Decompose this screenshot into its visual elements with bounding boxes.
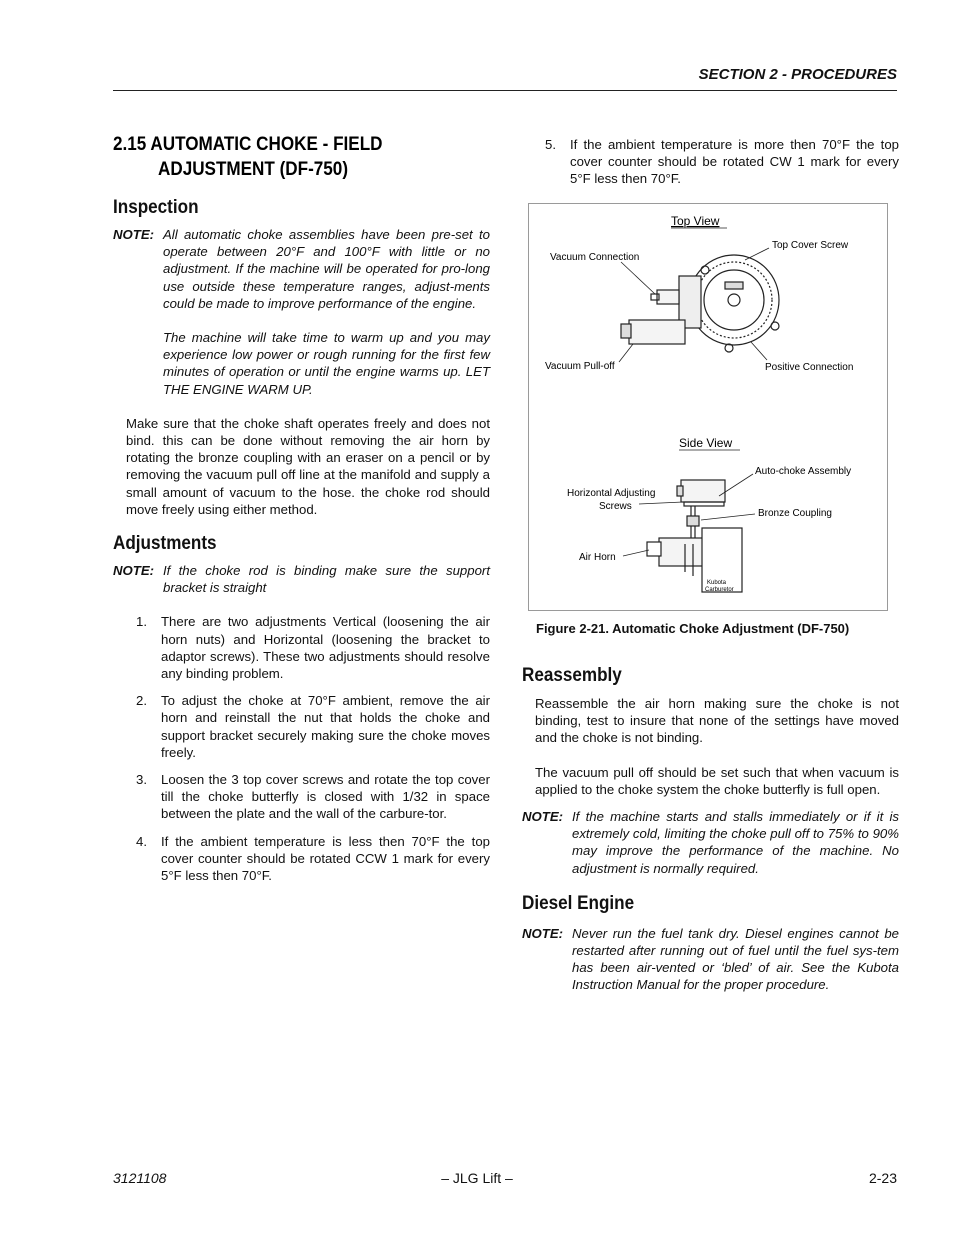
note-label: NOTE: [113,227,155,242]
leader [619,344,633,362]
step-number: 2. [136,693,147,709]
inspection-heading: Inspection [113,197,199,218]
vacuum-port [657,290,679,304]
top-view-label: Top View [671,214,720,228]
adjustments-note [113,562,490,596]
leader [751,342,767,360]
step-text: If the ambient temperature is more then 70°F the top cover counter should be rotated CW 1 mark for every 5°F less then 70°F. [570,137,899,187]
air-horn-inlet [647,542,661,556]
top-view-drawing [621,255,779,352]
leader [639,502,683,504]
list-item [113,613,490,682]
leader [701,514,755,520]
diesel-heading: Diesel Engine [522,892,635,914]
reassembly-p1: Reassemble the air horn making sure the choke is not binding, test to insure that none of the settings have moved and the choke is not binding. [535,696,899,746]
reassembly-note [522,808,899,877]
reassembly-heading: Reassembly [522,665,622,686]
cover-tag [725,282,743,289]
step-number: 1. [136,614,147,630]
label-kubota-2: Carburetor [705,587,734,593]
screw-1 [701,266,709,274]
label-vacuum-pull-off: Vacuum Pull-off [545,361,615,372]
step-text: To adjust the choke at 70°F ambient, remove the air horn and reinstall the nut that holds the choke and support bracket securely making sure the choke moves freely. [161,693,490,760]
footer-page-number: 2-23 [868,1170,897,1186]
pulloff-body [629,320,685,344]
list-item [113,771,490,823]
pulloff-end [621,324,631,338]
right-column-lower [522,665,899,994]
side-view-drawing [647,480,742,592]
adjustments-note-text: If the choke rod is binding make sure the support bracket is straight [163,563,490,596]
choke-figure [528,203,888,611]
leader [745,248,769,260]
note-label: NOTE: [522,809,564,825]
diesel-note-text: Never run the fuel tank dry. Diesel engines cannot be restarted after running out of fuel until the fuel sys-tem has been air-vented or ‘bled’ of air. See the Kubota Instruction Manual for the proper procedure. [572,925,899,993]
list-item [113,692,490,761]
adjustments-heading: Adjustments [113,533,217,555]
section-title: SECTION 2 - PROCEDURES [698,66,897,83]
note-label: NOTE: [113,563,155,579]
footer-doc-number: 3121108 [113,1170,167,1186]
footer-center: – JLG Lift – [441,1170,513,1186]
label-positive-connection: Positive Connection [765,362,854,373]
step-number: 3. [136,772,147,788]
choke-diagram [529,204,887,610]
inspection-body: Make sure that the choke shaft operates freely and does not bind. this can be done without removing the air horn by rotating the bronze coupling with an eraser on a pencil or by removing the vacuum pull off line at the manifold and supply a small amount of vacuum to the hose. the choke rod should move freely using either method. [126,415,490,517]
label-top-cover-screw: Top Cover Screw [772,240,849,251]
label-horizontal-adjusting-2: Screws [599,501,632,512]
inspection-note-p1: All automatic choke assemblies have been pre-set to operate between 20°F and 100°F with little or no adjustment. If the machine will be operated for pro-long use outside these temperature ranges, adjust-ments could be made to improve performance of the engine. [163,227,490,311]
step-number: 5. [545,137,556,152]
diesel-note [522,925,899,994]
label-bronze-coupling: Bronze Coupling [758,508,832,519]
inspection-note [113,226,490,398]
label-auto-choke-assembly: Auto-choke Assembly [755,466,852,477]
right-column [522,136,899,188]
step-text: Loosen the 3 top cover screws and rotate the top cover till the choke butterfly is closed with 1/32 in space between the plate and the wall of the carbure-tor. [161,772,490,822]
label-air-horn: Air Horn [579,552,616,563]
page-header [113,66,897,91]
list-item [113,833,490,885]
procedure-title-line1: 2.15 AUTOMATIC CHOKE - FIELD [113,134,383,155]
reassembly-note-text: If the machine starts and stalls immediately or if it is extremely cold, limiting the choke pull off to 75% to 90% may improve the performance of the machine. No adjustment is normally required. [572,809,899,876]
figure-caption: Figure 2-21. Automatic Choke Adjustment (DF-750) [536,621,850,636]
auto-choke-body [681,480,725,502]
cover-center [728,294,740,306]
step-text: There are two adjustments Vertical (loosening the air horn nuts) and Horizontal (loosening the bracket to adaptor screws). These two adjustments should resolve any binding problem. [161,614,490,682]
auto-choke-side [677,486,683,496]
reassembly-p2: The vacuum pull off should be set such that when vacuum is applied to the choke system the choke butterfly is full open. [535,764,899,797]
label-kubota-1: Kubota [707,580,727,586]
leader [623,550,649,556]
coupling [687,516,699,526]
note-label: NOTE: [522,925,564,941]
bracket [684,502,724,506]
label-horizontal-adjusting-1: Horizontal Adjusting [567,488,656,499]
screw-2 [771,322,779,330]
steps-list-continued [522,136,899,188]
side-view-label: Side View [679,436,733,450]
left-column [113,132,490,884]
procedure-title-line2: ADJUSTMENT (DF-750) [158,159,349,180]
step-text: If the ambient temperature is less then 70°F the top cover counter should be rotated CCW 1 mark for every 5°F less then 70°F. [161,833,490,884]
list-item [522,136,899,188]
steps-list [113,613,490,884]
inspection-note-p2: The machine will take time to warm up and you may experience low power or rough running for the first few minutes of operation or until the engine warms up. LET THE ENGINE WARM UP. [163,330,490,397]
label-vacuum-connection: Vacuum Connection [550,252,640,263]
step-number: 4. [136,833,147,849]
procedure-title [113,132,452,182]
leader [621,262,655,294]
